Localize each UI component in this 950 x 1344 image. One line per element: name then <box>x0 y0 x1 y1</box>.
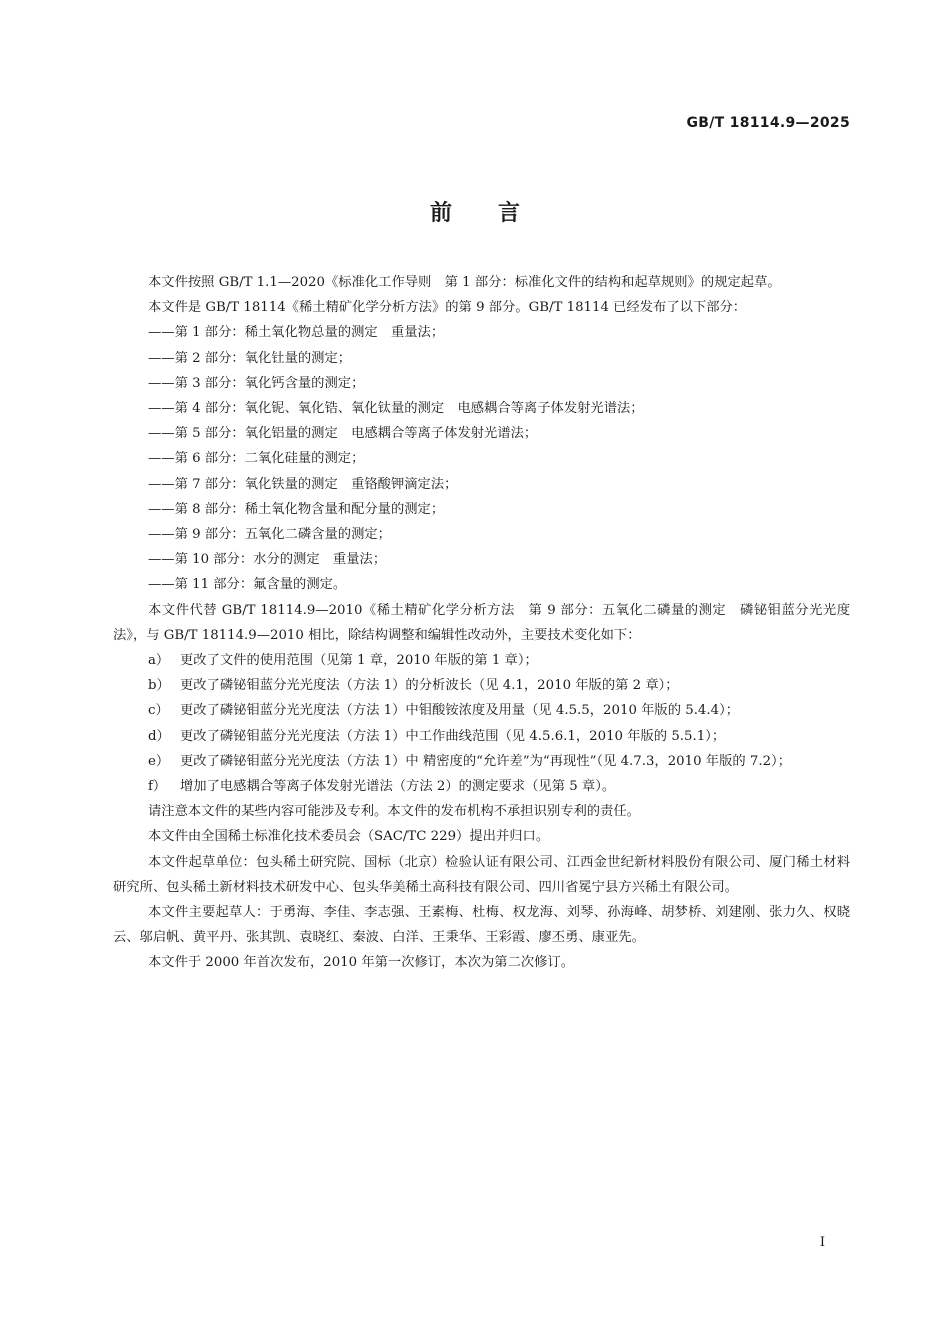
change-item <box>113 648 850 673</box>
list-item: ——第 3 部分：氧化钙含量的测定； <box>148 375 365 391</box>
change-item <box>113 749 850 774</box>
proposer-statement: 本文件由全国稀土标准化技术委员会（SAC/TC 229）提出并归口。 <box>148 829 550 845</box>
list-item: ——第 5 部分：氧化铝量的测定 电感耦合等离子体发射光谱法； <box>148 426 538 442</box>
intro-paragraph: 本文件是 GB/T 18114《稀土精矿化学分析方法》的第 9 部分。GB/T 18114 已经发布了以下部分： <box>148 300 747 316</box>
change-marker: f） <box>148 779 167 795</box>
list-item: ——第 4 部分：氧化铌、氧化锆、氧化钛量的测定 电感耦合等离子体发射光谱法； <box>148 401 644 417</box>
change-marker: b） <box>148 678 170 694</box>
change-item <box>113 724 850 749</box>
change-marker: d） <box>148 728 170 744</box>
change-text: 增加了电感耦合等离子体发射光谱法（方法 2）的测定要求（见第 5 章）。 <box>180 779 616 795</box>
parts-list <box>113 320 850 597</box>
list-item: ——第 10 部分：水分的测定 重量法； <box>148 552 387 568</box>
change-marker: a） <box>148 653 170 669</box>
list-item: ——第 8 部分：稀土氧化物含量和配分量的测定； <box>148 501 445 517</box>
standard-code: GB/T 18114.9—2025 <box>686 115 850 131</box>
patent-notice: 请注意本文件的某些内容可能涉及专利。本文件的发布机构不承担识别专利的责任。 <box>148 804 640 820</box>
change-item <box>113 673 850 698</box>
list-item: ——第 7 部分：氧化铁量的测定 重铬酸钾滴定法； <box>148 476 458 492</box>
list-item: ——第 2 部分：氧化钍量的测定； <box>148 350 352 366</box>
document-body <box>113 270 850 976</box>
list-item: ——第 11 部分：氟含量的测定。 <box>148 577 347 593</box>
change-text: 更改了磷铋钼蓝分光光度法（方法 1）中工作曲线范围（见 4.5.6.1，2010 年版的 5.5.1）； <box>180 728 726 744</box>
change-marker: c） <box>148 703 169 719</box>
changes-list <box>113 648 850 799</box>
publication-history: 本文件于 2000 年首次发布，2010 年第一次修订，本次为第二次修订。 <box>148 955 575 971</box>
change-marker: e） <box>148 753 170 769</box>
drafters: 本文件主要起草人：于勇海、李佳、李志强、王素梅、杜梅、权龙海、刘琴、孙海峰、胡梦桥、刘建刚、张力久、权晓云、邬启帆、黄平丹、张其凯、袁晓红、秦波、白洋、王秉华、王彩霞、廖丕勇、康亚先。 <box>113 905 850 946</box>
change-text: 更改了磷铋钼蓝分光光度法（方法 1）中钼酸铵浓度及用量（见 4.5.5，2010 年版的 5.4.4）； <box>180 703 740 719</box>
page-number: I <box>819 1235 825 1250</box>
list-item: ——第 6 部分：二氧化硅量的测定； <box>148 451 365 467</box>
change-item <box>113 698 850 723</box>
list-item: ——第 9 部分：五氧化二磷含量的测定； <box>148 527 391 543</box>
replace-statement: 本文件代替 GB/T 18114.9—2010《稀土精矿化学分析方法 第 9 部分：五氧化二磷量的测定 磷铋钼蓝分光光度法》，与 GB/T 18114.9—2010 相比，除结构调整和编辑性改动外，主要技术变化如下： <box>113 602 850 643</box>
change-text: 更改了文件的使用范围（见第 1 章，2010 年版的第 1 章）； <box>180 653 538 669</box>
drafting-units: 本文件起草单位：包头稀土研究院、国标（北京）检验认证有限公司、江西金世纪新材料股份有限公司、厦门稀土材料研究所、包头稀土新材料技术研发中心、包头华美稀土高科技有限公司、四川省冕宁县方兴稀土有限公司。 <box>113 854 850 895</box>
change-item <box>113 774 850 799</box>
change-text: 更改了磷铋钼蓝分光光度法（方法 1）的分析波长（见 4.1，2010 年版的第 2 章）； <box>180 678 679 694</box>
list-item: ——第 1 部分：稀土氧化物总量的测定 重量法； <box>148 325 445 341</box>
page-title: 前言 <box>429 201 566 226</box>
change-text: 更改了磷铋钼蓝分光光度法（方法 1）中 精密度的“允许差”为“再现性”（见 4.7.3，2010 年版的 7.2）； <box>180 753 791 769</box>
intro-paragraph: 本文件按照 GB/T 1.1—2020《标准化工作导则 第 1 部分：标准化文件的结构和起草规则》的规定起草。 <box>148 275 781 290</box>
